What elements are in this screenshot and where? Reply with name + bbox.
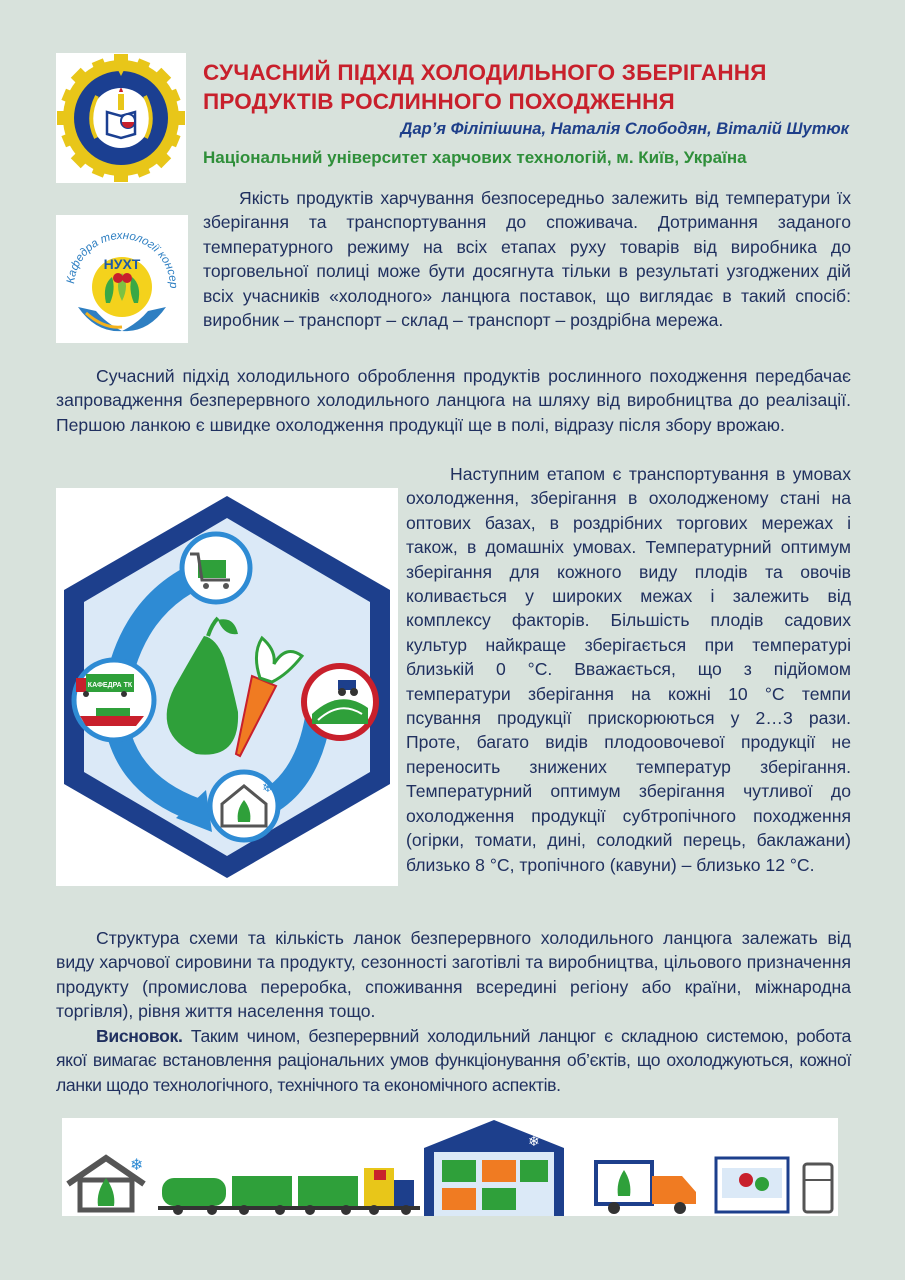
paragraph-1: Якість продуктів харчування безпосередньо залежить від температури їх зберігання та транспортування до споживача. Дотримання заданого температурного режиму на всіх етапах руху товарів від виробника до торговельної полиці може бути досягнута тільки в результаті узгоджених дій всіх учасників «холодного» ланцюга поставок, що виглядає в такий спосіб: виробник – транспорт – склад – транспорт – роздрібна мережа. bbox=[203, 188, 851, 331]
university-logo bbox=[56, 53, 186, 183]
title-line-1: СУЧАСНИЙ ПІДХІД ХОЛОДИЛЬНОГО ЗБЕРІГАННЯ bbox=[203, 60, 767, 85]
conclusion-text: Таким чином, безперервний холодильний ланцюг є складною системою, робота якої вимагає встановлення раціональних умов функціонування об’єктів, що охолоджуються, кожної ланки щодо технологічного, технічного та економічного аспектів. bbox=[56, 1026, 851, 1095]
conclusion-paragraph bbox=[56, 1024, 851, 1097]
conclusion-label: Висновок. bbox=[96, 1026, 183, 1046]
truck-label: КАФЕДРА ТК bbox=[87, 682, 133, 689]
svg-text:❄: ❄ bbox=[262, 780, 274, 796]
title-line-2: ПРОДУКТІВ РОСЛИННОГО ПОХОДЖЕННЯ bbox=[203, 89, 675, 114]
department-logo bbox=[56, 215, 188, 343]
paragraph-2: Сучасний підхід холодильного оброблення продуктів рослинного походження передбачає запровадження безперервного холодильного ланцюга на шляху від виробництва до реалізації. Першою ланкою є швидке охолодження продукції ще в полі, відразу після збору врожаю. bbox=[56, 366, 851, 435]
transport-icon bbox=[74, 660, 154, 740]
poster-title bbox=[203, 58, 863, 116]
department-abbr: НУХТ bbox=[103, 256, 141, 272]
paragraph-4: Структура схеми та кількість ланок безперервного холодильного ланцюга залежать від виду харчової сировини та продукту, сезонності заготівлі та виробництва, цільового призначення продукту (промислова переробка, споживання всередині регіону або країни, міжнародна торгівля), рівня життя населення тощо. bbox=[56, 928, 851, 1022]
fridge-icon bbox=[804, 1164, 832, 1212]
svg-text:❄: ❄ bbox=[130, 1155, 144, 1174]
paragraph-3: Наступним етапом є транспортування в умовах охолодження, зберігання в охолодженому стані на оптових базах, в роздрібних торгових мережах і також, в домашніх умовах. Температурний оптимум зберігання для кожного виду плодів та овочів коливається у широких межах і залежить від комплексу факторів. Більшість плодів садових культур найкраще зберігається при температурі близькій 0 °С. Вважається, що з підйомом температури зберігання на кожні 10 °С темпи псування продукції прискорюються у 2…3 рази. Проте, багато видів плодоовочевої продукції не переносить знижених температур зберігання. Температурний оптимум зберігання чутливої до охолодження продукції субтропічного походження (огірки, томати, дині, солодкий перець, баклажани) близько 8 °С, тропічного (кавуни) – близько 12 °С. bbox=[406, 464, 851, 875]
display-fridge-icon bbox=[716, 1158, 788, 1212]
cold-chain-figure bbox=[56, 488, 398, 886]
svg-text:❄: ❄ bbox=[528, 1134, 540, 1150]
cold-chain-footer-illustration bbox=[62, 1118, 838, 1216]
authors: Дар’я Філіпішина, Наталія Слободян, Віталій Шутюк bbox=[400, 120, 849, 138]
department-ring-text: Кафедра технології консер bbox=[65, 229, 180, 289]
affiliation: Національний університет харчових технологій, м. Київ, Україна bbox=[203, 148, 747, 167]
